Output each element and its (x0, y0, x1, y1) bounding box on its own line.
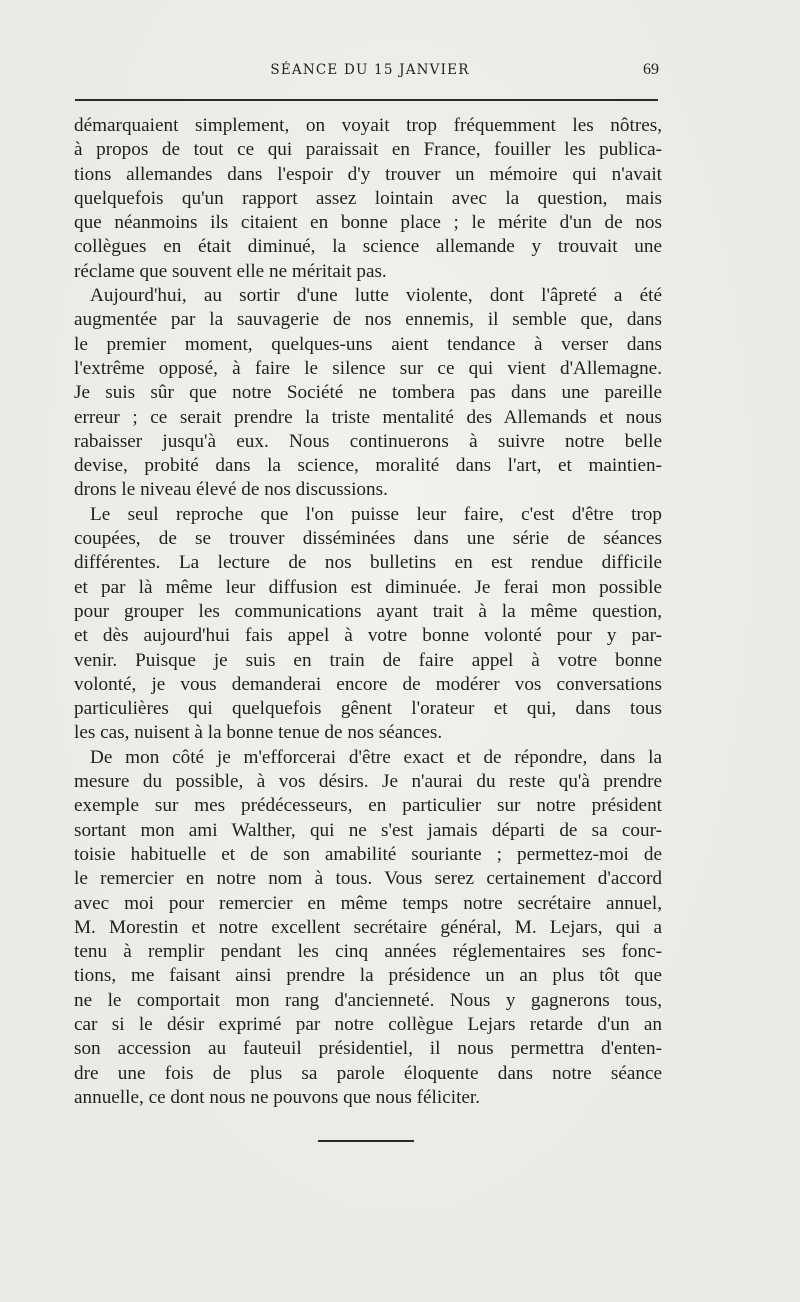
text-line: tenu à remplir pendant les cinq années réglementaires ses fonc- (74, 941, 662, 963)
text-line: que néanmoins ils citaient en bonne place ; le mérite d'un de nos (74, 212, 662, 234)
text-line: rabaisser jusqu'à eux. Nous continuerons à suivre notre belle (74, 430, 662, 452)
text-line: M. Morestin et notre excellent secrétaire général, M. Lejars, qui a (74, 916, 662, 938)
text-line: collègues en était diminué, la science allemande y trouvait une (74, 236, 662, 258)
text-line: car si le désir exprimé par notre collègue Lejars retarde d'un an (74, 1013, 662, 1035)
text-line: annuelle, ce dont nous ne pouvons que nous féliciter. (74, 1086, 481, 1108)
text-line: particulières qui quelquefois gênent l'orateur et qui, dans tous (74, 698, 662, 720)
text-line: dre une fois de plus sa parole éloquente dans notre séance (74, 1062, 662, 1084)
text-line: pour grouper les communications ayant trait à la même question, (74, 600, 662, 622)
text-line: ne le comportait mon rang d'ancienneté. Nous y gagnerons tous, (74, 989, 662, 1011)
running-title: SÉANCE DU 15 JANVIER (270, 62, 470, 78)
text-line: exemple sur mes prédécesseurs, en particulier sur notre président (74, 795, 662, 817)
paragraph (74, 284, 662, 503)
text-line: Le seul reproche que l'on puisse leur faire, c'est d'être trop (90, 503, 662, 525)
paragraph (74, 114, 662, 284)
page-header (75, 62, 665, 84)
text-line: son accession au fauteuil présidentiel, il nous permettra d'enten- (74, 1038, 662, 1060)
text-line: les cas, nuisent à la bonne tenue de nos séances. (74, 722, 443, 744)
paragraph (74, 503, 662, 746)
text-line: venir. Puisque je suis en train de faire appel à votre bonne (74, 649, 662, 671)
text-line: mesure du possible, à vos désirs. Je n'aurai du reste qu'à prendre (74, 771, 662, 793)
text-line: réclame que souvent elle ne méritait pas. (74, 260, 387, 282)
text-line: erreur ; ce serait prendre la triste mentalité des Allemands et nous (74, 406, 662, 428)
end-rule (318, 1140, 414, 1142)
text-line: tions, me faisant ainsi prendre la présidence un an plus tôt que (74, 965, 662, 987)
body-text (74, 114, 662, 1110)
text-line: augmentée par la sauvagerie de nos ennemis, il semble que, dans (74, 309, 662, 331)
text-line: drons le niveau élevé de nos discussions. (74, 479, 388, 501)
text-line: le remercier en notre nom à tous. Vous serez certainement d'accord (74, 868, 662, 890)
text-line: et dès aujourd'hui fais appel à votre bonne volonté pour y par- (74, 625, 662, 647)
text-line: tions allemandes dans l'espoir d'y trouver un mémoire qui n'avait (74, 163, 662, 185)
text-line: toisie habituelle et de son amabilité souriante ; permettez-moi de (74, 843, 662, 865)
text-line: l'extrême opposé, à faire le silence sur ce qui vient d'Allemagne. (74, 357, 662, 379)
text-line: Je suis sûr que notre Société ne tombera pas dans une pareille (74, 382, 662, 404)
page-number: 69 (643, 61, 659, 78)
text-line: coupées, de se trouver disséminées dans une série de séances (74, 528, 662, 550)
text-line: le premier moment, quelques-uns aient tendance à verser dans (74, 333, 662, 355)
text-line: sortant mon ami Walther, qui ne s'est jamais départi de sa cour- (74, 819, 662, 841)
paragraph (74, 746, 662, 1110)
text-line: De mon côté je m'efforcerai d'être exact et de répondre, dans la (90, 746, 662, 768)
text-line: devise, probité dans la science, moralité dans l'art, et maintien- (74, 455, 662, 477)
text-line: à propos de tout ce qui paraissait en France, fouiller les publica- (74, 139, 662, 161)
text-line: Aujourd'hui, au sortir d'une lutte violente, dont l'âpreté a été (90, 285, 662, 307)
header-rule (75, 99, 658, 101)
text-line: volonté, je vous demanderai encore de modérer vos conversations (74, 673, 662, 695)
text-line: différentes. La lecture de nos bulletins en est rendue difficile (74, 552, 662, 574)
text-line: quelquefois qu'un rapport assez lointain avec la question, mais (74, 187, 662, 209)
text-line: avec moi pour remercier en même temps notre secrétaire annuel, (74, 892, 662, 914)
text-line: et par là même leur diffusion est diminuée. Je ferai mon possible (74, 576, 662, 598)
text-line: démarquaient simplement, on voyait trop fréquemment les nôtres, (74, 115, 662, 136)
